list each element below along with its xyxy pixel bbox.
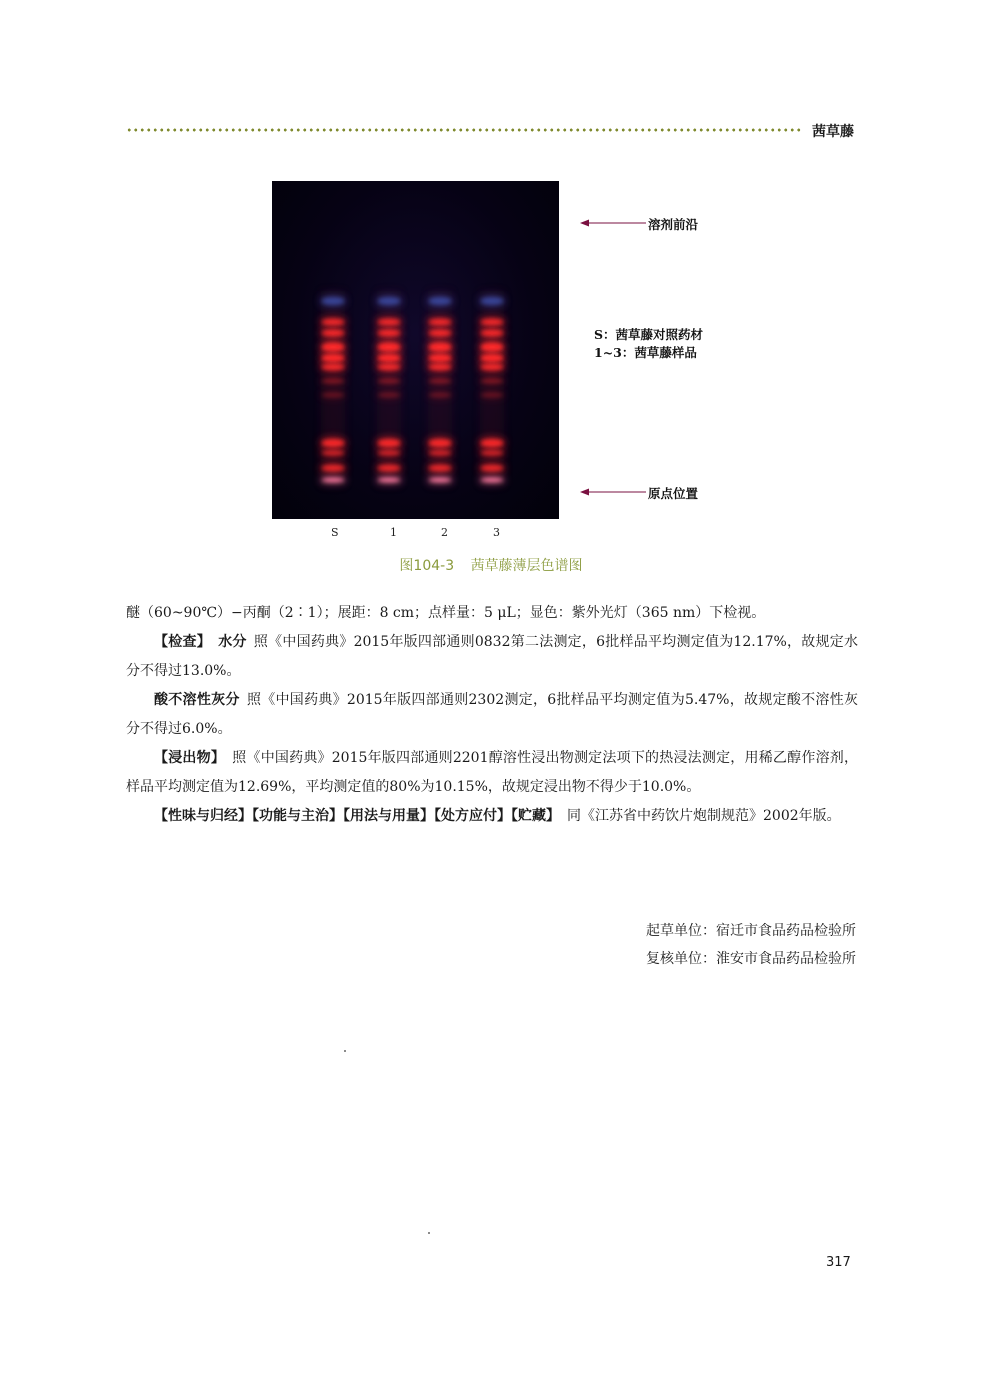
tlc-band [322, 355, 344, 362]
ash-paragraph [126, 686, 858, 744]
tlc-band [378, 319, 400, 325]
reviewing-unit: 复核单位：淮安市食品药品检验所 [646, 951, 856, 967]
origin-arrow-icon [580, 487, 646, 497]
tlc-band [481, 478, 503, 482]
figure-caption-title: 茜草藤薄层色谱图 [470, 558, 583, 574]
tlc-band [429, 451, 451, 456]
tlc-band [429, 478, 451, 482]
ash-heading: 酸不溶性灰分 [154, 692, 240, 708]
method-conditions-paragraph: 醚（60~90℃）−丙酮（2∶1）；展距：8 cm；点样量：5 μL；显色：紫外光灯（365 nm）下检视。 [126, 605, 766, 621]
tlc-band [322, 465, 344, 471]
tlc-band [481, 451, 503, 456]
tlc-plate-svg [272, 181, 559, 519]
tlc-band [481, 379, 503, 384]
solvent-front-arrow-icon [580, 218, 646, 228]
lane-label-s: S [331, 526, 339, 539]
tlc-band [322, 478, 344, 482]
tlc-band [322, 451, 344, 456]
tlc-band [429, 393, 451, 398]
legend-reference: S：茜草藤对照药材 [594, 327, 704, 342]
tlc-band [481, 319, 503, 325]
tlc-band [378, 364, 400, 370]
lane-label-2: 2 [441, 526, 448, 539]
extract-heading: 【浸出物】 [154, 750, 226, 766]
other-items-headings: 【性味与归经】【功能与主治】【用法与用量】【处方应付】【贮藏】 [154, 808, 560, 824]
tlc-band [429, 343, 451, 351]
tlc-chromatogram-image [272, 181, 559, 519]
other-items-paragraph [126, 802, 858, 831]
extract-text: 照《中国药典》2015年版四部通则2201醇溶性浸出物测定法项下的热浸法测定，用稀乙醇作溶剂，样品平均测定值为12.69%，平均测定值的80%为10.15%，故规定浸出物不得少于10.0%。 [126, 750, 858, 795]
tlc-band [322, 343, 344, 351]
lane-label-1: 1 [390, 526, 397, 539]
tlc-band [378, 465, 400, 471]
tlc-band [322, 330, 344, 336]
tlc-band [481, 330, 503, 336]
tlc-band [378, 478, 400, 482]
other-items-text: 同《江苏省中药饮片炮制规范》2002年版。 [567, 808, 841, 824]
tlc-band [481, 355, 503, 362]
check-heading: 【检查】 [154, 634, 211, 650]
tlc-band [378, 330, 400, 336]
ash-text: 照《中国药典》2015年版四部通则2302测定，6批样品平均测定值为5.47%，故规定酸不溶性灰分不得过6.0%。 [126, 692, 858, 737]
figure-caption [0, 555, 982, 575]
page-number: 317 [826, 1255, 851, 1270]
tlc-band [429, 364, 451, 370]
tlc-band [378, 298, 400, 305]
scan-speck [428, 1232, 430, 1234]
legend-samples: 1~3：茜草藤样品 [594, 345, 697, 360]
tlc-band [378, 343, 400, 351]
running-header-title: 茜草藤 [812, 124, 854, 140]
origin-label: 原点位置 [648, 486, 699, 501]
tlc-band [429, 355, 451, 362]
tlc-band [378, 355, 400, 362]
tlc-band [429, 330, 451, 336]
tlc-band [322, 298, 344, 305]
tlc-band [429, 298, 451, 305]
scan-speck [344, 1050, 346, 1052]
solvent-front-label: 溶剂前沿 [648, 217, 699, 232]
tlc-band [481, 465, 503, 471]
tlc-band [429, 440, 451, 447]
tlc-band [378, 379, 400, 384]
water-text: 照《中国药典》2015年版四部通则0832第二法测定，6批样品平均测定值为12.17%，故规定水分不得过13.0%。 [126, 634, 859, 679]
tlc-band [322, 440, 344, 447]
header-dotted-rule [126, 124, 802, 136]
extract-paragraph [126, 744, 858, 802]
tlc-band [429, 465, 451, 471]
tlc-band [481, 393, 503, 398]
figure-caption-number: 图104-3 [399, 558, 455, 574]
tlc-band [322, 393, 344, 398]
tlc-band [322, 319, 344, 325]
tlc-band [481, 440, 503, 447]
tlc-band [378, 440, 400, 447]
tlc-band [378, 393, 400, 398]
drafting-unit: 起草单位：宿迁市食品药品检验所 [646, 923, 856, 939]
tlc-band [481, 343, 503, 351]
tlc-band [429, 319, 451, 325]
tlc-band [378, 451, 400, 456]
water-heading: 水分 [217, 634, 247, 650]
check-paragraph [126, 628, 858, 686]
tlc-band [481, 364, 503, 370]
body-text [126, 599, 858, 831]
lane-label-3: 3 [493, 526, 500, 539]
tlc-band [322, 379, 344, 384]
tlc-band [429, 379, 451, 384]
tlc-band [322, 364, 344, 370]
tlc-band [481, 298, 503, 305]
